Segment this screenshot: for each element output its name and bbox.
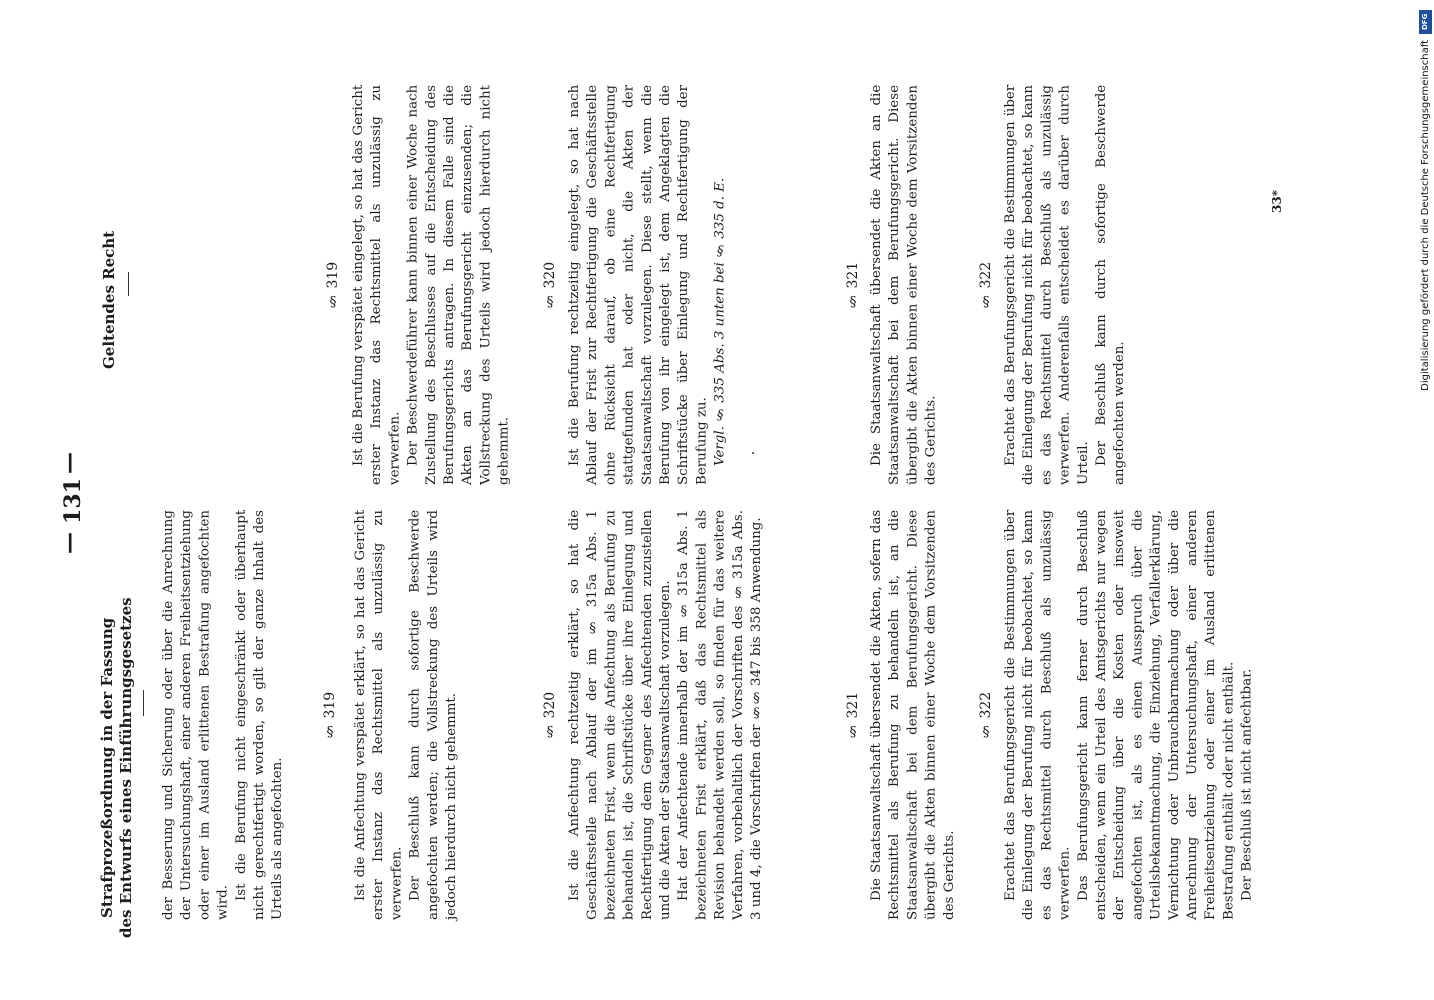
right-s320-heading: § 320	[542, 261, 558, 309]
right-header-rule	[128, 272, 129, 296]
right-s319-body	[350, 85, 526, 485]
right-s320-stray-dot	[752, 452, 754, 454]
left-s319-heading: § 319	[322, 691, 338, 739]
right-s322-heading: § 322	[978, 261, 994, 309]
left-s320-p1: Ist die Anfechtung rechtzeitig erklärt, so hat die Geschäftsstelle nach Ablauf der im § 315a Abs. 1 bezeichneten Frist, wenn die Anfechtung als Berufung zu behandeln ist, die Schriftstücke über ihre Einlegung und Rechtfertigung dem Gegner des Anfechtenden zuzustellen und die Akten der Staatsanwaltschaft vorzulegen.	[567, 510, 674, 920]
left-s320-body	[566, 510, 810, 920]
right-header: Geltendes Recht	[100, 230, 118, 370]
right-s320-body	[566, 85, 750, 485]
left-s319-p2: Der Beschluß kann durch sofortige Beschwerde angefochten werden; die Vollstreckung des Urteils wird jedoch hierdurch nicht gehemmt.	[407, 510, 460, 920]
left-intro-p1: der Besserung und Sicherung oder über die Anrechnung der Untersuchungshaft, einer anderen Freiheitsentziehung oder einer im Ausland erlittenen Bestrafung angefochten wird.	[161, 510, 231, 920]
right-s322-body	[1002, 85, 1142, 485]
left-s319-p1: Ist die Anfechtung verspätet erklärt, so hat das Gericht erster Instanz das Rechtsmittel als unzulässig zu verwerfen.	[353, 510, 405, 920]
page-number: 131	[60, 478, 86, 524]
left-header-line1: Strafprozeßordnung in der Fassung	[98, 617, 116, 919]
right-s321-p1: Die Staatsanwaltschaft übersendet die Akten an die Staatsanwaltschaft bei dem Berufungsgericht. Diese übergibt die Akten binnen einer Woche dem Vorsitzenden des Gerichts.	[869, 85, 939, 485]
left-s322-p1: Erachtet das Berufungsgericht die Bestimmungen über die Einlegung der Berufung nicht für beobachtet, so kann es das Rechtsmittel durch Beschluß als unzulässig verwerfen.	[1003, 510, 1073, 920]
left-s320-heading: § 320	[542, 691, 558, 739]
left-s322-p3: Der Beschluß ist nicht anfechtbar.	[1239, 668, 1255, 902]
left-header-line2: des Entwurfs eines Einführungsgesetzes	[117, 597, 135, 939]
right-s320-note: Vergl. § 335 Abs. 3 unten bei § 335 d. E.	[712, 177, 728, 467]
left-s321-p1: Die Staatsanwaltschaft übersendet die Akten, sofern das Rechtsmittel als Berufung zu behandeln ist, an die Staatsanwaltschaft bei dem Berufungsgericht. Diese übergibt die Akten binnen einer Woche dem Vorsitzenden des Gerichts.	[869, 510, 957, 920]
left-s321-body	[868, 510, 968, 920]
right-s319-p1: Ist die Berufung verspätet eingelegt, so hat das Gericht erster Instanz das Rechtsmittel als unzulässig zu verwerfen.	[351, 85, 403, 485]
left-s322-p2: Das Berufungsgericht kann ferner durch Beschluß entscheiden, wenn ein Urteil des Amtsgerichts nur wegen der Entscheidung über die Kosten oder insoweit angefochten ist, als es einen Ausspruch über die Urteilsbekanntmachung, die Einziehung, Verfallerklärung, Vernichtung oder Unbrauchbarmachung oder über die Anrechnung der Untersuchungshaft, einer anderen Freiheitsentziehung oder einer im Ausland erlittenen Bestrafung enthält oder nicht enthält.	[1075, 510, 1237, 920]
left-s319-body	[352, 510, 470, 920]
left-intro	[160, 510, 300, 920]
left-s322-heading: § 322	[978, 691, 994, 739]
dfg-logo: DFG	[1419, 10, 1432, 34]
digitization-note: Digitalisierung gefördert durch die Deutsche Forschungsgemeinschaft	[1420, 40, 1431, 391]
footer-signature: 33*	[1270, 190, 1284, 213]
left-s321-heading: § 321	[845, 691, 861, 739]
right-s322-p2: Der Beschluß kann durch sofortige Beschwerde angefochten werden.	[1094, 85, 1128, 485]
right-s320-p1: Ist die Berufung rechtzeitig eingelegt, so hat nach Ablauf der Frist zur Rechtfertigung die Geschäftsstelle ohne Rücksicht darauf, ob eine Rechtfertigung stattgefunden hat oder nicht, die Akten der Staatsanwaltschaft vorzulegen. Diese stellt, wenn die Berufung von ihr eingelegt ist, dem Angeklagten die Schriftstücke über Einlegung und Rechtfertigung der Berufung zu.	[567, 85, 710, 485]
right-s319-p2: Der Beschwerdeführer kann binnen einer Woche nach Zustellung des Beschlusses auf die Entscheidung des Berufungsgerichts antragen. In diesem Falle sind die Akten an das Berufungsgericht einzusenden; die Vollstreckung des Urteils wird jedoch hierdurch nicht gehemmt.	[405, 85, 512, 485]
left-s320-p2: Hat der Anfechtende innerhalb der im § 315a Abs. 1 bezeichneten Frist erklärt, daß das Rechtsmittel als Revision behandelt werden soll, so finden für das weitere Verfahren, vorbehaltlich der Vorschriften des § 315a Abs. 3 und 4, die Vorschriften der §§ 347 bis 358 Anwendung.	[676, 510, 765, 920]
page-dash-top: —	[56, 452, 82, 474]
left-intro-p2: Ist die Berufung nicht eingeschränkt oder überhaupt nicht gerechtfertigt worden, so gilt der ganze Inhalt des Urteils als angefochten.	[233, 510, 286, 920]
page-dash-bottom: —	[56, 532, 82, 554]
left-s322-body	[1002, 510, 1274, 920]
right-s321-body	[868, 85, 950, 485]
right-s322-p1: Erachtet das Berufungsgericht die Bestimmungen über die Einlegung der Berufung nicht für beobachtet, so kann es das Rechtsmittel durch Beschluß als unzulässig verwerfen. Anderenfalls entscheidet es darüber durch Urteil.	[1003, 85, 1091, 485]
right-s319-heading: § 319	[325, 261, 341, 309]
left-header-rule	[143, 690, 144, 716]
right-s321-heading: § 321	[845, 261, 861, 309]
